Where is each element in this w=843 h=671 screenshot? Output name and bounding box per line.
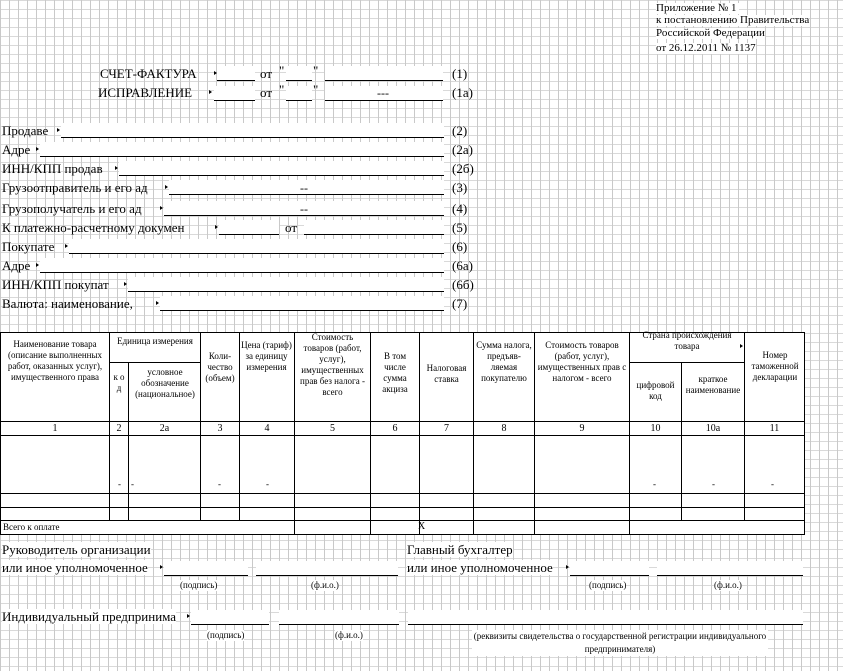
- shipper-value: --: [300, 181, 308, 195]
- table-rule: [128, 362, 129, 521]
- entrepreneur-registration-caption: (реквизиты свидетельства о государственной регистрации индивидуального предпринимателя): [473, 631, 767, 654]
- column-number: 8: [501, 423, 507, 434]
- header-unit-code: к о д: [113, 372, 125, 393]
- currency-field[interactable]: [160, 296, 444, 311]
- header-country: Страна происхождения товара: [642, 330, 732, 351]
- column-number: 9: [579, 423, 585, 434]
- header-name: Наименование товара (описание выполненных работ, оказанных услуг), имущественного права: [7, 339, 103, 382]
- shipper-label: Грузоотправитель и его ад: [2, 180, 148, 195]
- entrepreneur-name-field[interactable]: [279, 610, 399, 625]
- column-number: 10а: [705, 423, 721, 434]
- table-border: [0, 534, 805, 535]
- appendix-note-line1: Приложение № 1: [656, 2, 737, 14]
- buyer-code: (6): [452, 239, 468, 254]
- correction-quote-open: ": [279, 82, 285, 97]
- head-name-field[interactable]: [256, 561, 398, 576]
- consignee-value: --: [300, 202, 308, 216]
- header-quantity: Коли-чество (объем): [205, 351, 235, 383]
- payment-doc-label: К платежно-расчетному докумен: [2, 220, 185, 235]
- invoice-line-code: (1): [452, 66, 468, 81]
- table-rule: [681, 362, 682, 521]
- seller-address-code: (2а): [452, 142, 473, 157]
- table-rule: [0, 421, 805, 422]
- correction-title: ИСПРАВЛЕНИЕ: [98, 85, 193, 100]
- appendix-note-line3: Российской Федерации: [656, 27, 765, 39]
- payment-doc-from-label: от: [285, 220, 298, 235]
- header-country-name: краткое наименование: [685, 374, 741, 395]
- buyer-label: Покупате: [2, 239, 55, 254]
- buyer-field[interactable]: [69, 239, 444, 254]
- cell-marker-icon: [124, 282, 127, 286]
- header-unit: Единица измерения: [117, 336, 193, 346]
- column-number: 2: [116, 423, 122, 434]
- chief-name-caption: (ф.и.о.): [714, 580, 742, 590]
- cell-marker-icon: [215, 225, 218, 229]
- column-number: 7: [444, 423, 449, 434]
- row-dash: -: [218, 479, 221, 489]
- invoice-day-field[interactable]: [286, 66, 312, 81]
- cell-marker-icon: [209, 90, 212, 94]
- seller-address-label: Адре: [2, 142, 31, 157]
- shipper-code: (3): [452, 180, 468, 195]
- cell-marker-icon: [36, 147, 39, 151]
- buyer-inn-code: (6б): [452, 277, 474, 292]
- table-rule: [109, 362, 200, 363]
- table-rule: [0, 435, 805, 436]
- payment-doc-number-field[interactable]: [219, 220, 279, 235]
- header-price: Цена (тариф) за единицу измерения: [241, 340, 292, 372]
- invoice-quote-open: ": [279, 63, 285, 78]
- entrepreneur-name-caption: (ф.и.о.): [335, 630, 363, 640]
- header-customs: Номер таможенной декларации: [751, 350, 799, 382]
- row-dash: -: [131, 479, 134, 489]
- column-number: 10: [650, 423, 661, 434]
- buyer-address-field[interactable]: [40, 258, 444, 273]
- invoice-from-label: от: [260, 66, 273, 81]
- header-unit-name: условное обозначение (национальное): [135, 367, 195, 399]
- correction-from-label: от: [260, 85, 273, 100]
- column-number: 3: [217, 423, 223, 434]
- consignee-label: Грузополучатель и его ад: [2, 201, 142, 216]
- row-dash: -: [118, 479, 121, 489]
- row-dash: -: [653, 479, 656, 489]
- column-number: 2а: [159, 423, 170, 434]
- column-number: 5: [330, 423, 335, 434]
- cell-marker-icon: [187, 614, 190, 618]
- chief-label-line2: или иное уполномоченное: [407, 560, 553, 575]
- total-label: Всего к оплате: [3, 522, 60, 532]
- buyer-inn-field[interactable]: [128, 277, 444, 292]
- column-number: 1: [52, 423, 58, 434]
- seller-inn-code: (2б): [452, 161, 474, 176]
- table-border: [804, 332, 805, 535]
- table-rule: [629, 362, 744, 363]
- header-excise: В том числе сумма акциза: [382, 351, 408, 394]
- seller-address-field[interactable]: [40, 142, 444, 157]
- head-label-line2: или иное уполномоченное: [2, 560, 148, 575]
- correction-number-field[interactable]: [214, 86, 255, 101]
- correction-day-field[interactable]: [286, 86, 312, 101]
- table-rule: [0, 520, 805, 521]
- head-label-line1: Руководитель организации: [2, 542, 151, 557]
- column-number: 4: [264, 423, 270, 434]
- cell-marker-icon: [165, 185, 168, 189]
- entrepreneur-label: Индивидуальный предпринима: [2, 609, 177, 624]
- consignee-code: (4): [452, 201, 468, 216]
- invoice-title: СЧЕТ-ФАКТУРА: [100, 66, 197, 81]
- header-tax-sum: Сумма налога, предъяв-ляемая покупателю: [476, 340, 532, 383]
- cell-marker-icon: [566, 565, 569, 569]
- table-rule: [0, 493, 805, 494]
- entrepreneur-signature-field[interactable]: [191, 610, 269, 625]
- payment-doc-code: (5): [452, 220, 468, 235]
- seller-label: Продаве: [2, 123, 49, 138]
- chief-name-field[interactable]: [657, 561, 803, 576]
- header-country-code: цифровой код: [636, 380, 675, 401]
- currency-label: Валюта: наименование,: [2, 296, 133, 311]
- cell-marker-icon: [160, 206, 163, 210]
- correction-line-code: (1а): [452, 85, 473, 100]
- row-dash: -: [712, 479, 715, 489]
- header-cost-with-tax: Стоимость товаров (работ, услуг), имущественных прав с налогом - всего: [537, 340, 627, 383]
- chief-signature-field[interactable]: [570, 561, 649, 576]
- entrepreneur-signature-caption: (подпись): [207, 630, 245, 640]
- head-signature-field[interactable]: [164, 561, 248, 576]
- correction-quote-close: ": [313, 82, 319, 97]
- chief-label-line1: Главный бухгалтер: [407, 542, 513, 557]
- cell-marker-icon: [115, 166, 118, 170]
- cell-marker-icon: [36, 263, 39, 267]
- cell-marker-icon: [57, 128, 60, 132]
- cell-marker-icon: [740, 344, 743, 348]
- header-tax-rate: Налоговая ставка: [426, 363, 467, 384]
- row-dash: -: [266, 479, 269, 489]
- correction-date-dash: ---: [377, 86, 389, 100]
- appendix-note-line2: к постановлению Правительства: [656, 14, 810, 26]
- invoice-quote-close: ": [313, 63, 319, 78]
- cell-marker-icon: [160, 565, 163, 569]
- invoice-number-field[interactable]: [217, 66, 255, 81]
- appendix-note-line4: от 26.12.2011 № 1137: [656, 42, 756, 54]
- table-rule: [0, 507, 805, 508]
- buyer-inn-label: ИНН/КПП покупат: [2, 277, 109, 292]
- invoice-date-field[interactable]: [325, 66, 443, 81]
- seller-code: (2): [452, 123, 468, 138]
- row-dash: -: [771, 479, 774, 489]
- cell-marker-icon: [65, 244, 68, 248]
- seller-inn-label: ИНН/КПП продав: [2, 161, 103, 176]
- entrepreneur-registration-field[interactable]: [408, 610, 803, 625]
- seller-field[interactable]: [61, 123, 444, 138]
- seller-inn-field[interactable]: [119, 161, 444, 176]
- buyer-address-code: (6а): [452, 258, 473, 273]
- chief-signature-caption: (подпись): [589, 580, 627, 590]
- header-cost-without-tax: Стоимость товаров (работ, услуг), имущественных прав без налога - всего: [300, 332, 365, 397]
- head-signature-caption: (подпись): [180, 580, 218, 590]
- column-number: 6: [392, 423, 398, 434]
- buyer-address-label: Адре: [2, 258, 31, 273]
- column-number: 11: [769, 423, 780, 434]
- total-x-mark: X: [418, 521, 426, 532]
- payment-doc-date-field[interactable]: [304, 220, 444, 235]
- cell-marker-icon: [156, 301, 159, 305]
- head-name-caption: (ф.и.о.): [311, 580, 339, 590]
- currency-code: (7): [452, 296, 468, 311]
